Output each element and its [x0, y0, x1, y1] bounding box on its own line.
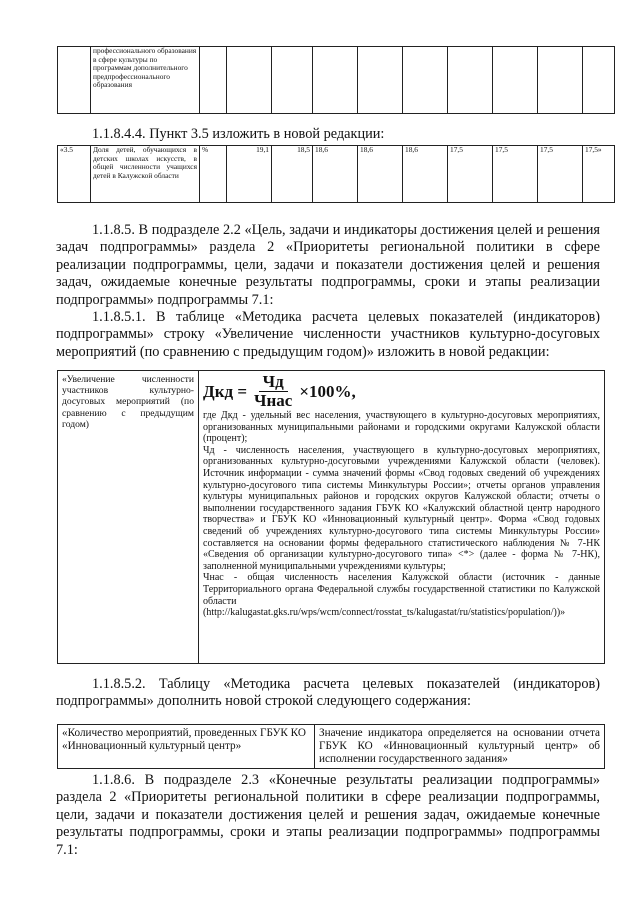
row-3-5-unit: % [200, 146, 227, 203]
top-table-fragment [57, 46, 615, 114]
methodology-indicator-name: «Увеличение численности участников культурно-досуговых мероприятий (по сравнению с предыдущим годом) [58, 371, 199, 664]
row-3-5-name: Доля детей, обучающихся в детских школах искусств, в общей численности учащихся детей в Калужской области [91, 146, 200, 203]
paragraph-1-1-8-5-1: 1.1.8.5.1. В таблице «Методика расчета целевых показателей (индикаторов) подпрограммы» строку «Увеличение численности участников культурно-досуговых мероприятий (по сравнению с предыдущим годом)» изложить в новой редакции: [56, 309, 600, 360]
row-3-5-value: 18,6 [313, 146, 358, 203]
item-1-1-8-4-4: 1.1.8.4.4. Пункт 3.5 изложить в новой редакции: [92, 126, 385, 142]
methodology-table [57, 370, 605, 664]
paragraph-1-1-8-6: 1.1.8.6. В подразделе 2.3 «Конечные результаты реализации подпрограммы» раздела 2 «Приоритеты региональной политики в сфере реализации подпрограммы, цели, задачи и показатели достижения целей и решения задач, ожидаемые конечные результаты подпрограммы, сроки и этапы реализации подпрограммы» подпрограммы 7.1: [56, 772, 600, 858]
formula-rhs: ×100%, [299, 381, 356, 401]
paragraph-1-1-8-5-2: 1.1.8.5.2. Таблицу «Методика расчета целевых показателей (индикаторов) подпрограммы» дополнить новой строкой следующего содержания: [56, 676, 600, 710]
row-3-5-value: 17,5» [583, 146, 615, 203]
definition-dkd: где Дкд - удельный вес населения, участвующего в культурно-досуговых мероприятиях, организованных муниципальными районами и городскими округами Калужской области (процент); [203, 410, 600, 445]
row-3-5-value: 18,5 [272, 146, 313, 203]
row-3-5-table [57, 145, 615, 203]
methodology-description [199, 371, 605, 664]
definition-chnas: Чнас - общая численность населения Калужской области (источник - данные Территориального органа Федеральной службы государственной статистики по Калужской области (http://kalugastat.gks.ru/wps/wcm/connect/rosstat_ts/kalugastat/ru/statistics/population/))» [203, 572, 600, 619]
row-3-5-number: «3.5 [58, 146, 91, 203]
row-3-5-value: 18,6 [403, 146, 448, 203]
definition-chd: Чд - численность населения, участвующего в культурно-досуговых мероприятиях, организованных культурно-досуговыми учреждениями Калужской области (человек). Источник информации - сумма значений формы «Свод годовых сведений об учреждениях культурно-досугового типа системы Минкультуры России»; отчеты органов управления культуры муниципальных районов и городских округов Калужской области; отчеты о выполнении государственного задания ГБУК КО «Калужский областной центр народного творчества» и ГБУК КО «Инновационный культурный центр». Форма «Свод годовых сведений об учреждениях культурно-досугового типа системы Минкультуры России» составляется на основании формы федерального статистического наблюдения № 7-НК «Сведения об организации культурно-досугового типа» <*> (далее - форма № 7-НК), заполненной муниципальными учреждениями культуры; [203, 444, 600, 572]
formula-fraction [250, 373, 296, 410]
row-3-5-value: 18,6 [358, 146, 403, 203]
formula [203, 373, 600, 410]
row-3-5-value: 19,1 [227, 146, 272, 203]
new-row-method: Значение индикатора определяется на основании отчета ГБУК КО «Инновационный культурный центр» об исполнении государственного задания» [315, 725, 605, 769]
formula-denominator: Чнас [254, 391, 293, 410]
row-3-5-value: 17,5 [448, 146, 493, 203]
new-row-table [57, 724, 605, 769]
formula-numerator: Чд [259, 373, 288, 392]
paragraph-1-1-8-5: 1.1.8.5. В подразделе 2.2 «Цель, задачи и индикаторы достижения целей и решения задач подпрограммы» раздела 2 «Приоритеты региональной политики в сфере реализации подпрограммы, цели, задачи и показатели достижения целей и решения задач, ожидаемые конечные результаты подпрограммы, сроки и этапы реализации подпрограммы» подпрограммы 7.1: [56, 222, 600, 308]
formula-lhs: Дкд = [203, 381, 248, 401]
row-3-5-value: 17,5 [538, 146, 583, 203]
top-table-cell-text: профессионального образования в сфере культуры по программам дополнительного предпрофессионального образования [91, 47, 200, 114]
new-row-indicator: «Количество мероприятий, проведенных ГБУК КО «Инновационный культурный центр» [58, 725, 315, 769]
row-3-5-value: 17,5 [493, 146, 538, 203]
